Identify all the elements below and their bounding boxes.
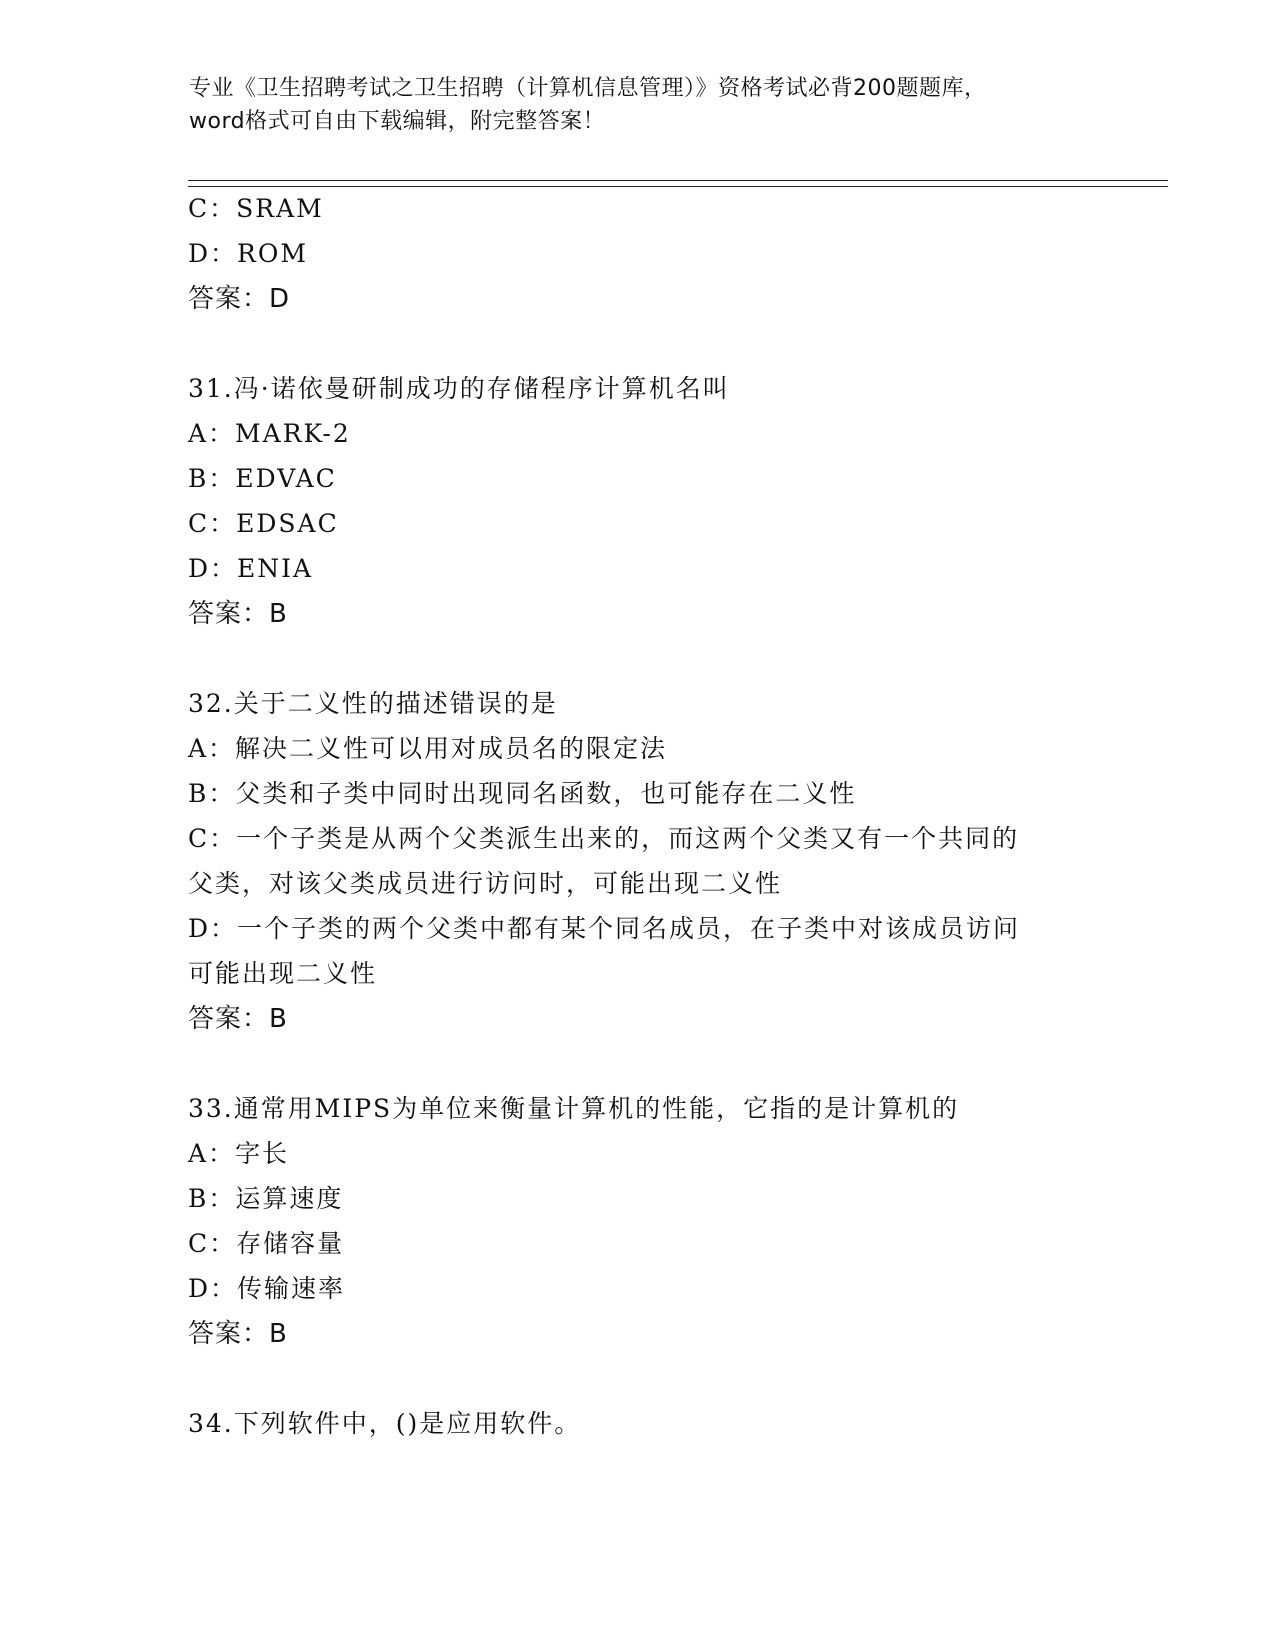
question-31: 31.冯·诺依曼研制成功的存储程序计算机名叫 bbox=[188, 374, 730, 403]
option-a-q32: A：解决二义性可以用对成员名的限定法 bbox=[188, 734, 668, 763]
answer-q33: 答案：B bbox=[188, 1319, 288, 1349]
option-c-q31: C：EDSAC bbox=[188, 509, 339, 538]
answer-q31: 答案：B bbox=[188, 599, 288, 629]
option-d-q31: D：ENIA bbox=[188, 554, 314, 583]
option-c-q30: C：SRAM bbox=[188, 194, 324, 223]
question-33: 33.通常用MIPS为单位来衡量计算机的性能，它指的是计算机的 bbox=[188, 1094, 960, 1123]
answer-q30: 答案：D bbox=[188, 284, 291, 314]
question-34: 34.下列软件中，()是应用软件。 bbox=[188, 1409, 582, 1438]
option-c-q32-continued: 父类，对该父类成员进行访问时，可能出现二义性 bbox=[188, 869, 783, 898]
question-32: 32.关于二义性的描述错误的是 bbox=[188, 689, 558, 718]
option-b-q32: B：父类和子类中同时出现同名函数，也可能存在二义性 bbox=[188, 779, 857, 808]
option-b-q33: B：运算速度 bbox=[188, 1184, 344, 1213]
header-rule-bottom bbox=[188, 186, 1168, 187]
option-a-q33: A：字长 bbox=[188, 1139, 290, 1168]
answer-q32: 答案：B bbox=[188, 1004, 288, 1034]
option-d-q33: D：传输速率 bbox=[188, 1274, 346, 1303]
option-d-q30: D：ROM bbox=[188, 239, 308, 268]
option-b-q31: B：EDVAC bbox=[188, 464, 337, 493]
option-a-q31: A：MARK-2 bbox=[188, 419, 351, 448]
option-d-q32: D：一个子类的两个父类中都有某个同名成员，在子类中对该成员访问 bbox=[188, 914, 1021, 943]
header-title-line-1: 专业《卫生招聘考试之卫生招聘（计算机信息管理）》资格考试必背200题题库， bbox=[189, 76, 987, 101]
header-rule-top bbox=[188, 180, 1168, 181]
header-title-line-2: word格式可自由下载编辑，附完整答案！ bbox=[189, 109, 606, 134]
document-header bbox=[189, 72, 1089, 138]
option-c-q33: C：存储容量 bbox=[188, 1229, 345, 1258]
option-d-q32-continued: 可能出现二义性 bbox=[188, 959, 378, 988]
option-c-q32: C：一个子类是从两个父类派生出来的，而这两个父类又有一个共同的 bbox=[188, 824, 1020, 853]
